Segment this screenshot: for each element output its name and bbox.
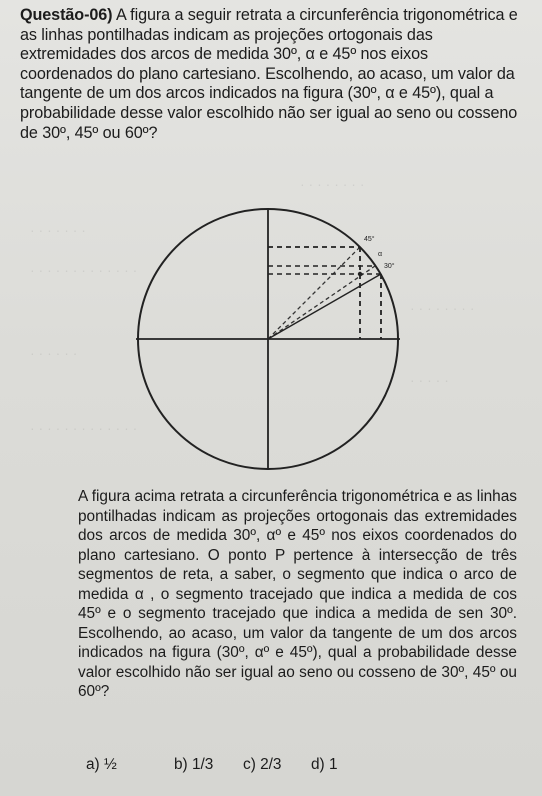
- bleed-through-text: · · · · ·: [410, 372, 449, 388]
- point-p: [358, 272, 362, 276]
- question-statement: [20, 6, 520, 143]
- bleed-through-text: · · · · · · · · · · · · ·: [30, 420, 138, 436]
- label-alpha: α: [378, 251, 383, 258]
- answer-options: [86, 756, 506, 780]
- question-number: Questão-06): [20, 6, 113, 24]
- trigonometric-circle-figure: [128, 206, 418, 498]
- bleed-through-text: · · · · · ·: [30, 345, 78, 361]
- figure-caption: A figura acima retrata a circunferência trigonométrica e as linhas pontilhadas indicam as projeções ortogonais das extremidades dos arcos de medida 30º, αº e 45º nos eixos coordenados do plano cartesiano. O ponto P pertence à intersecção de três segmentos de reta, a saber, o segmento que indica o arco de medida α , o segmento tracejado que indica a medida de cos 45º e o segmento tracejado que indica a medida de sen 30º. Escolhendo, ao acaso, um valor da tangente de um dos arcos indicados na figura (30º, αº e 45º), qual a probabilidade desse valor escolhido não ser igual ao seno ou cosseno de 30º, 45º ou 60º?: [78, 488, 517, 700]
- bleed-through-text: · · · · · · · · · · · · ·: [30, 262, 138, 278]
- option-c[interactable]: c) 2/3: [243, 756, 282, 773]
- option-a[interactable]: a) ½: [86, 756, 117, 773]
- option-d[interactable]: d) 1: [311, 756, 338, 773]
- circle-diagram: [128, 206, 418, 498]
- radius-30: [268, 274, 381, 339]
- question-intro: A figura a seguir retrata a circunferência trigonométrica e as linhas pontilhadas indicam as projeções ortogonais das extremidades dos arcos de medida 30º, α e 45º nos eixos coordenados do plano cartesiano. Escolhendo, ao acaso, um valor da tangente de um dos arcos indicados na figura (30º, α e 45º), qual a probabilidade desse valor escolhido não ser igual ao seno ou cosseno de 30º, 45º ou 60º?: [20, 6, 518, 142]
- radius-alpha: [268, 266, 375, 339]
- option-b[interactable]: b) 1/3: [174, 756, 214, 773]
- bleed-through-text: · · · · · · · ·: [300, 176, 365, 192]
- radius-45: [268, 247, 360, 339]
- bleed-through-text: · · · · · · · ·: [410, 300, 475, 316]
- label-45: 45°: [364, 236, 375, 243]
- bleed-through-text: · · · · · · ·: [30, 222, 86, 238]
- label-30: 30°: [384, 263, 395, 270]
